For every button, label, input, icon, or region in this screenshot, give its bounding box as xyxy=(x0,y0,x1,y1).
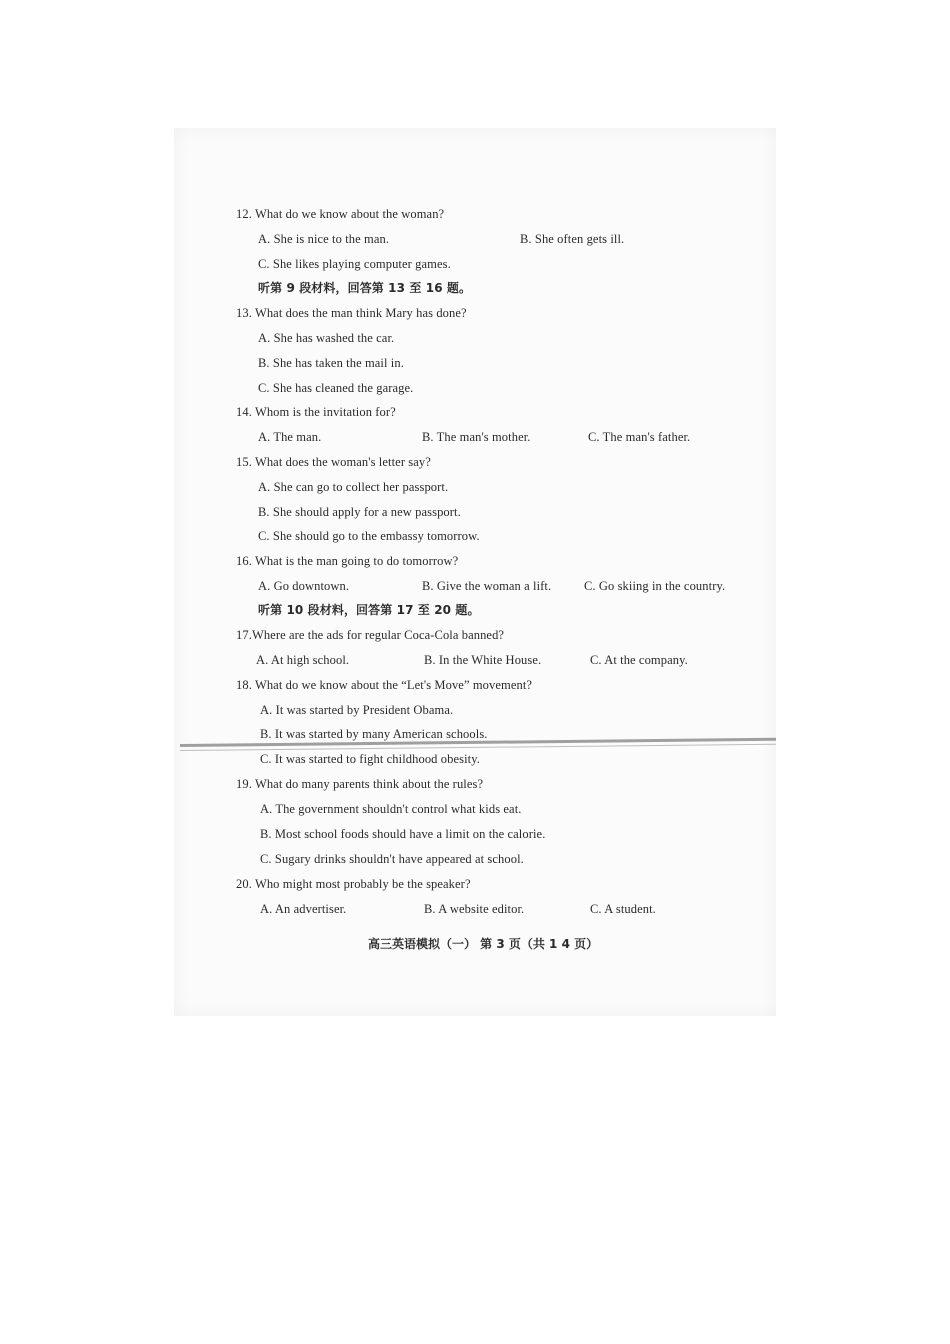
question-12 xyxy=(236,206,444,222)
question-19 xyxy=(236,776,483,792)
option-14-a: A. The man. xyxy=(258,430,322,444)
option-12-c: C. She likes playing computer games. xyxy=(258,257,451,271)
question-stem: What does the man think Mary has done? xyxy=(254,306,467,320)
question-stem: Who might most probably be the speaker? xyxy=(254,877,471,891)
option-17-b: B. In the White House. xyxy=(424,653,542,667)
option-18-a: A. It was started by President Obama. xyxy=(260,703,454,717)
option-18-b: B. It was started by many American schools. xyxy=(260,727,488,741)
option-14-b: B. The man's mother. xyxy=(422,430,531,444)
option-20-c: C. A student. xyxy=(590,902,656,916)
question-number: 19. xyxy=(236,777,252,791)
option-13-c: C. She has cleaned the garage. xyxy=(258,381,414,395)
option-14-c: C. The man's father. xyxy=(588,430,691,444)
page-footer: 高三英语模拟（一） 第 3 页（共 1 4 页） xyxy=(368,937,599,951)
option-19-b: B. Most school foods should have a limit on the calorie. xyxy=(260,827,546,841)
question-16 xyxy=(236,553,458,569)
option-17-c: C. At the company. xyxy=(590,653,688,667)
question-number: 12. xyxy=(236,207,252,221)
question-stem: Whom is the invitation for? xyxy=(254,405,396,419)
question-14 xyxy=(236,404,396,420)
question-stem: What do many parents think about the rules? xyxy=(254,777,484,791)
question-17 xyxy=(236,627,504,643)
option-19-a: A. The government shouldn't control what kids eat. xyxy=(260,802,522,816)
question-stem: What is the man going to do tomorrow? xyxy=(254,554,459,568)
option-15-b: B. She should apply for a new passport. xyxy=(258,505,461,519)
question-15 xyxy=(236,454,431,470)
question-stem: What do we know about the “Let's Move” movement? xyxy=(254,678,533,692)
option-16-b: B. Give the woman a lift. xyxy=(422,579,552,593)
option-18-c: C. It was started to fight childhood obesity. xyxy=(260,752,480,766)
question-stem: Where are the ads for regular Coca-Cola banned? xyxy=(251,628,505,642)
option-12-b: B. She often gets ill. xyxy=(520,232,625,246)
question-stem: What does the woman's letter say? xyxy=(254,455,431,469)
option-13-b: B. She has taken the mail in. xyxy=(258,356,404,370)
question-number: 13. xyxy=(236,306,252,320)
section-9-instruction: 听第 9 段材料，回答第 13 至 16 题。 xyxy=(258,281,472,295)
question-number: 18. xyxy=(236,678,252,692)
option-12-a: A. She is nice to the man. xyxy=(258,232,390,246)
question-number: 14. xyxy=(236,405,252,419)
question-stem: What do we know about the woman? xyxy=(254,207,445,221)
option-15-a: A. She can go to collect her passport. xyxy=(258,480,449,494)
question-13 xyxy=(236,305,467,321)
option-19-c: C. Sugary drinks shouldn't have appeared at school. xyxy=(260,852,524,866)
question-18 xyxy=(236,677,532,693)
option-16-c: C. Go skiing in the country. xyxy=(584,579,726,593)
question-20 xyxy=(236,876,471,892)
option-16-a: A. Go downtown. xyxy=(258,579,350,593)
question-number: 20. xyxy=(236,877,252,891)
question-number: 16. xyxy=(236,554,252,568)
option-15-c: C. She should go to the embassy tomorrow. xyxy=(258,529,480,543)
question-number: 17. xyxy=(236,628,252,642)
option-20-a: A. An advertiser. xyxy=(260,902,347,916)
option-13-a: A. She has washed the car. xyxy=(258,331,395,345)
option-17-a: A. At high school. xyxy=(256,653,350,667)
section-10-instruction: 听第 10 段材料，回答第 17 至 20 题。 xyxy=(258,603,480,617)
option-20-b: B. A website editor. xyxy=(424,902,525,916)
question-number: 15. xyxy=(236,455,252,469)
